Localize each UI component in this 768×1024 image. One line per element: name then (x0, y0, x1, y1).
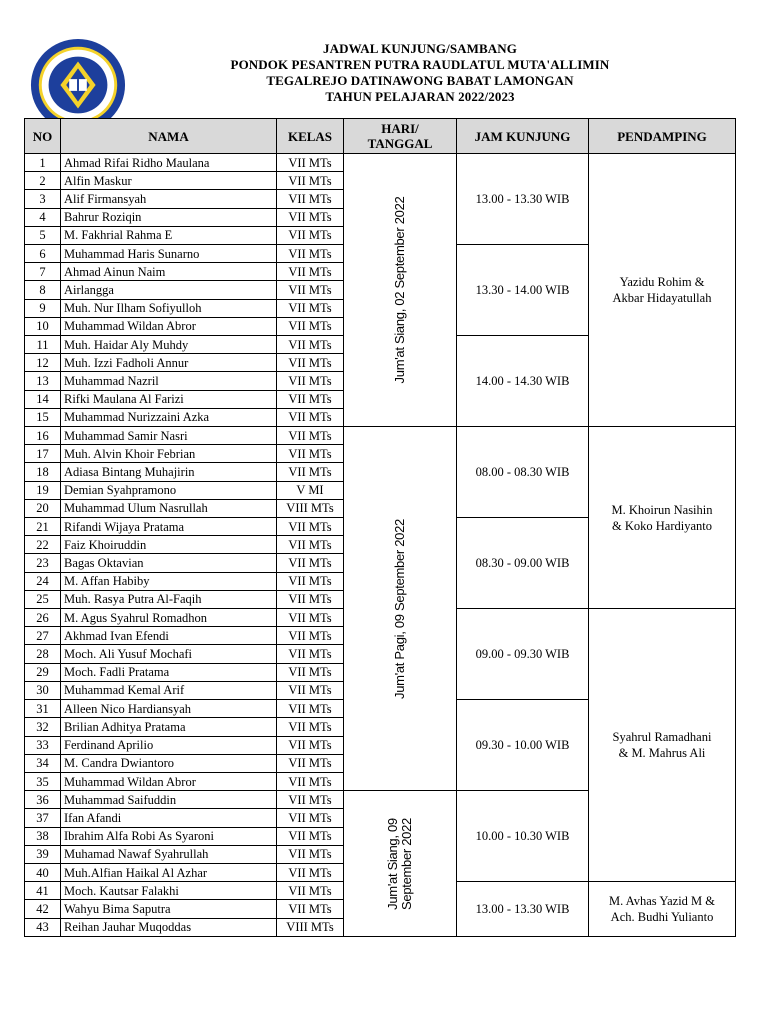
student-name: M. Fakhrial Rahma E (61, 226, 277, 244)
student-class: VII MTs (277, 681, 344, 699)
student-class: VII MTs (277, 245, 344, 263)
row-number: 21 (25, 518, 61, 536)
student-name: Ahmad Rifai Ridho Maulana (61, 154, 277, 172)
student-class: VII MTs (277, 809, 344, 827)
header-pendamping: PENDAMPING (589, 119, 736, 154)
student-name: Rifki Maulana Al Farizi (61, 390, 277, 408)
companion-cell (589, 427, 736, 609)
header-jam: JAM KUNJUNG (457, 119, 589, 154)
student-class: VII MTs (277, 754, 344, 772)
student-class: VII MTs (277, 299, 344, 317)
header-hari: HARI/ (381, 121, 419, 136)
row-number: 27 (25, 627, 61, 645)
student-name: Muhammad Ulum Nasrullah (61, 499, 277, 517)
row-number: 31 (25, 700, 61, 718)
row-number: 5 (25, 226, 61, 244)
header-tanggal: TANGGAL (367, 136, 433, 151)
student-name: Muhammad Kemal Arif (61, 681, 277, 699)
row-number: 19 (25, 481, 61, 499)
student-class: VII MTs (277, 390, 344, 408)
row-number: 41 (25, 882, 61, 900)
student-class: VII MTs (277, 172, 344, 190)
student-class: VII MTs (277, 354, 344, 372)
student-name: Brilian Adhitya Pratama (61, 718, 277, 736)
row-number: 20 (25, 499, 61, 517)
student-class: VII MTs (277, 736, 344, 754)
student-name: Muhamad Nawaf Syahrullah (61, 845, 277, 863)
visit-time-slot: 13.00 - 13.30 WIB (457, 882, 589, 937)
student-class: VII MTs (277, 226, 344, 244)
visit-time-slot: 14.00 - 14.30 WIB (457, 336, 589, 427)
visit-time-slot: 08.00 - 08.30 WIB (457, 427, 589, 518)
student-class: VII MTs (277, 518, 344, 536)
day-date-text: Jum'at Siang, 09 September 2022 (385, 817, 414, 910)
student-name: Ahmad Ainun Naim (61, 263, 277, 281)
student-name: M. Agus Syahrul Romadhon (61, 609, 277, 627)
row-number: 22 (25, 536, 61, 554)
companion-line-2: & Koko Hardiyanto (612, 518, 712, 533)
student-class: VIII MTs (277, 918, 344, 936)
student-class: VII MTs (277, 445, 344, 463)
row-number: 9 (25, 299, 61, 317)
row-number: 42 (25, 900, 61, 918)
student-class: VII MTs (277, 700, 344, 718)
student-name: Alfin Maskur (61, 172, 277, 190)
row-number: 15 (25, 408, 61, 426)
student-name: Bagas Oktavian (61, 554, 277, 572)
companion-line-2: Ach. Budhi Yulianto (610, 910, 714, 925)
student-class: VII MTs (277, 772, 344, 790)
row-number: 7 (25, 263, 61, 281)
row-number: 4 (25, 208, 61, 226)
row-number: 17 (25, 445, 61, 463)
row-number: 32 (25, 718, 61, 736)
student-class: VII MTs (277, 609, 344, 627)
student-name: Muhammad Wildan Abror (61, 772, 277, 790)
row-number: 10 (25, 317, 61, 335)
table-row (25, 154, 736, 172)
row-number: 6 (25, 245, 61, 263)
student-class: VII MTs (277, 281, 344, 299)
student-class: VII MTs (277, 463, 344, 481)
student-name: M. Candra Dwiantoro (61, 754, 277, 772)
student-name: Muh. Alvin Khoir Febrian (61, 445, 277, 463)
student-name: Muhammad Wildan Abror (61, 317, 277, 335)
student-name: Muh. Haidar Aly Muhdy (61, 336, 277, 354)
title-line-3: TEGALREJO DATINAWONG BABAT LAMONGAN (266, 73, 574, 88)
day-date-cell (344, 154, 457, 427)
header-no: NO (25, 119, 61, 154)
row-number: 18 (25, 463, 61, 481)
student-name: Rifandi Wijaya Pratama (61, 518, 277, 536)
student-name: Reihan Jauhar Muqoddas (61, 918, 277, 936)
row-number: 11 (25, 336, 61, 354)
row-number: 16 (25, 427, 61, 445)
companion-line-2: & M. Mahrus Ali (618, 746, 706, 761)
student-class: VII MTs (277, 427, 344, 445)
student-name: Moch. Kautsar Falakhi (61, 882, 277, 900)
day-date-cell (344, 427, 457, 791)
day-date-cell (344, 791, 457, 937)
student-name: Ifan Afandi (61, 809, 277, 827)
companion-line-1: M. Avhas Yazid M & (608, 894, 716, 909)
student-class: VII MTs (277, 572, 344, 590)
student-name: Muh. Izzi Fadholi Annur (61, 354, 277, 372)
student-class: VII MTs (277, 718, 344, 736)
student-class: VII MTs (277, 263, 344, 281)
student-class: VII MTs (277, 336, 344, 354)
student-class: VII MTs (277, 154, 344, 172)
visit-time-slot: 13.00 - 13.30 WIB (457, 154, 589, 245)
row-number: 1 (25, 154, 61, 172)
companion-cell (589, 609, 736, 882)
student-name: Faiz Khoiruddin (61, 536, 277, 554)
student-class: VII MTs (277, 627, 344, 645)
student-name: Muh. Rasya Putra Al-Faqih (61, 590, 277, 608)
schedule-table (24, 118, 736, 937)
header-nama: NAMA (61, 119, 277, 154)
row-number: 14 (25, 390, 61, 408)
student-name: Wahyu Bima Saputra (61, 900, 277, 918)
student-name: Muhammad Samir Nasri (61, 427, 277, 445)
companion-cell (589, 882, 736, 937)
student-name: Muhammad Nazril (61, 372, 277, 390)
companion-line-1: M. Khoirun Nasihin (611, 502, 713, 517)
student-name: Moch. Fadli Pratama (61, 663, 277, 681)
student-class: VII MTs (277, 845, 344, 863)
student-name: Bahrur Roziqin (61, 208, 277, 226)
companion-line-1: Syahrul Ramadhani (612, 730, 712, 745)
student-name: Muh.Alfian Haikal Al Azhar (61, 863, 277, 881)
row-number: 40 (25, 863, 61, 881)
student-name: M. Affan Habiby (61, 572, 277, 590)
companion-line-1: Yazidu Rohim & (619, 275, 705, 290)
row-number: 37 (25, 809, 61, 827)
student-name: Muhammad Haris Sunarno (61, 245, 277, 263)
row-number: 33 (25, 736, 61, 754)
student-class: VII MTs (277, 590, 344, 608)
row-number: 8 (25, 281, 61, 299)
row-number: 25 (25, 590, 61, 608)
table-body (25, 154, 736, 937)
student-class: VII MTs (277, 536, 344, 554)
visit-time-slot: 09.30 - 10.00 WIB (457, 700, 589, 791)
student-name: Adiasa Bintang Muhajirin (61, 463, 277, 481)
student-class: VII MTs (277, 900, 344, 918)
student-name: Alleen Nico Hardiansyah (61, 700, 277, 718)
student-class: VII MTs (277, 827, 344, 845)
student-class: V MI (277, 481, 344, 499)
student-class: VII MTs (277, 372, 344, 390)
student-name: Airlangga (61, 281, 277, 299)
row-number: 36 (25, 791, 61, 809)
row-number: 23 (25, 554, 61, 572)
companion-cell (589, 154, 736, 427)
header-kelas: KELAS (277, 119, 344, 154)
visit-time-slot: 10.00 - 10.30 WIB (457, 791, 589, 882)
student-name: Ibrahim Alfa Robi As Syaroni (61, 827, 277, 845)
student-class: VII MTs (277, 663, 344, 681)
student-name: Moch. Ali Yusuf Mochafi (61, 645, 277, 663)
row-number: 2 (25, 172, 61, 190)
student-class: VII MTs (277, 408, 344, 426)
student-class: VII MTs (277, 882, 344, 900)
visit-time-slot: 09.00 - 09.30 WIB (457, 609, 589, 700)
title-line-2: PONDOK PESANTREN PUTRA RAUDLATUL MUTA'ALLIMIN (230, 57, 610, 72)
student-class: VII MTs (277, 317, 344, 335)
row-number: 26 (25, 609, 61, 627)
student-name: Muh. Nur Ilham Sofiyulloh (61, 299, 277, 317)
student-class: VII MTs (277, 863, 344, 881)
title-line-4: TAHUN PELAJARAN 2022/2023 (325, 89, 515, 104)
row-number: 39 (25, 845, 61, 863)
student-class: VII MTs (277, 645, 344, 663)
student-class: VII MTs (277, 190, 344, 208)
row-number: 13 (25, 372, 61, 390)
student-class: VIII MTs (277, 499, 344, 517)
student-name: Akhmad Ivan Efendi (61, 627, 277, 645)
row-number: 29 (25, 663, 61, 681)
student-name: Demian Syahpramono (61, 481, 277, 499)
row-number: 30 (25, 681, 61, 699)
student-class: VII MTs (277, 208, 344, 226)
companion-line-2: Akbar Hidayatullah (612, 291, 712, 306)
row-number: 12 (25, 354, 61, 372)
row-number: 34 (25, 754, 61, 772)
student-name: Muhammad Nurizzaini Azka (61, 408, 277, 426)
row-number: 28 (25, 645, 61, 663)
row-number: 24 (25, 572, 61, 590)
visit-time-slot: 08.30 - 09.00 WIB (457, 518, 589, 609)
visit-time-slot: 13.30 - 14.00 WIB (457, 245, 589, 336)
day-date-text: Jum'at Siang, 02 September 2022 (392, 196, 407, 384)
row-number: 3 (25, 190, 61, 208)
row-number: 43 (25, 918, 61, 936)
header-hari-tanggal (344, 119, 457, 154)
student-name: Ferdinand Aprilio (61, 736, 277, 754)
row-number: 35 (25, 772, 61, 790)
student-class: VII MTs (277, 554, 344, 572)
table-header-row (25, 119, 736, 154)
row-number: 38 (25, 827, 61, 845)
title-line-1: JADWAL KUNJUNG/SAMBANG (323, 41, 517, 56)
student-class: VII MTs (277, 791, 344, 809)
student-name: Alif Firmansyah (61, 190, 277, 208)
table-row (25, 427, 736, 445)
day-date-text: Jum'at Pagi, 09 September 2022 (392, 518, 407, 699)
student-name: Muhammad Saifuddin (61, 791, 277, 809)
